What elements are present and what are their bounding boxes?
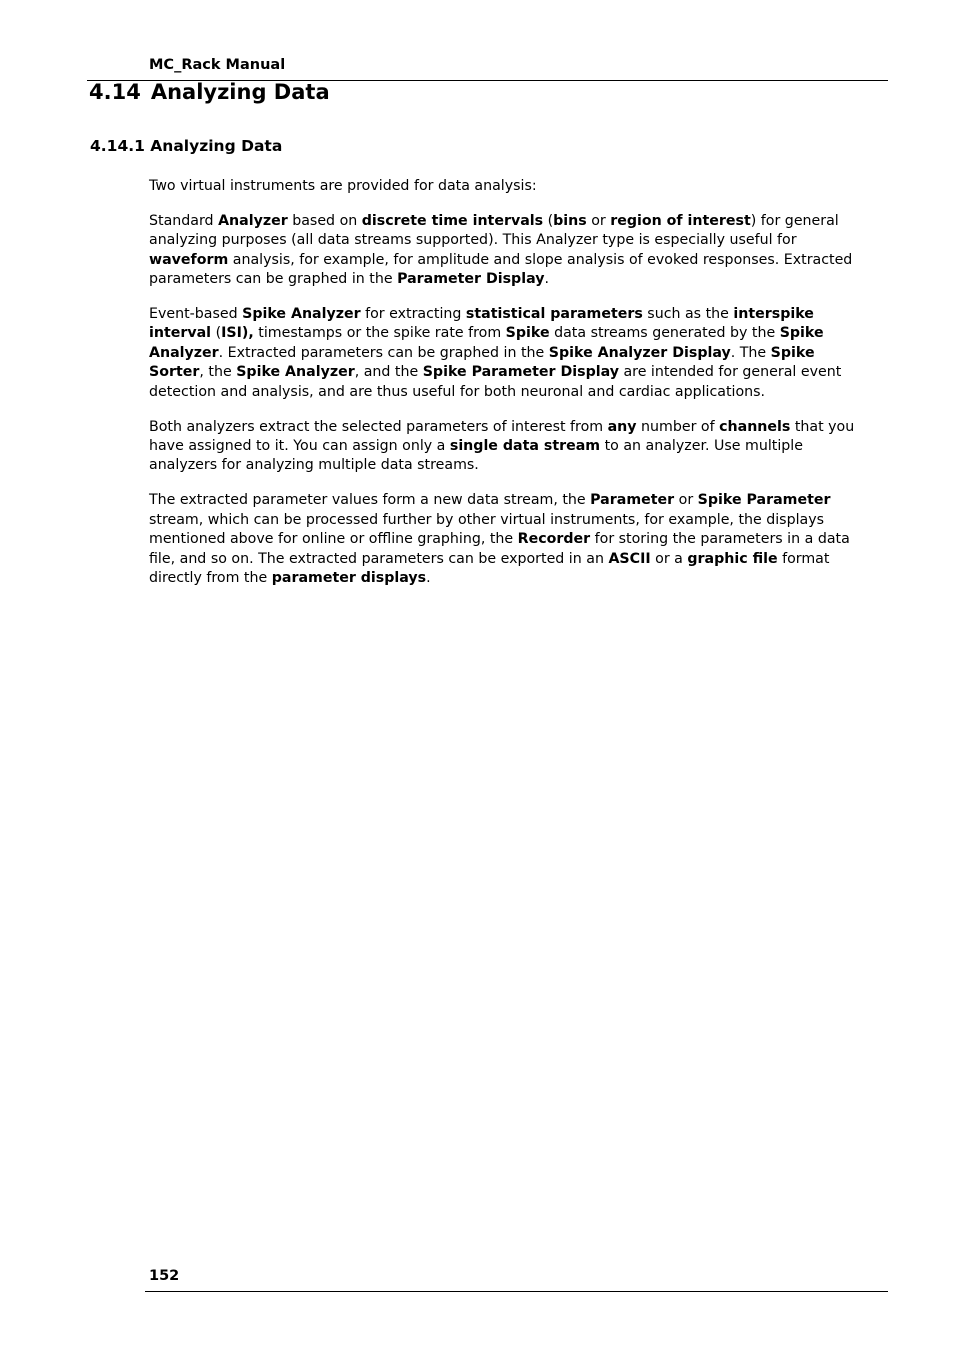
bold-term: waveform — [149, 251, 229, 268]
text-run: format directly from the — [149, 550, 830, 586]
bold-term: Spike Analyzer Display — [548, 344, 731, 361]
bold-term: discrete time intervals — [361, 212, 544, 229]
subsection-title: 4.14.1 Analyzing Data — [90, 137, 283, 155]
text-run: number of — [636, 418, 720, 435]
bold-term: Spike — [505, 325, 550, 342]
bold-term: statistical parameters — [465, 306, 643, 323]
text-run: . — [426, 569, 431, 586]
text-run: for storing the parameters in a data file, and so on. The extracted parameters can be exported in an — [149, 531, 850, 567]
text-run: ) for general analyzing purposes (all data streams supported). This Analyzer type is especially useful for — [149, 212, 839, 249]
bold-term: ISI), — [221, 325, 254, 342]
bold-term: Spike Sorter — [149, 344, 815, 381]
section-number: 4.14 — [89, 80, 141, 104]
text-run: timestamps or the spike rate from — [253, 325, 506, 342]
bold-term: ASCII — [608, 550, 651, 567]
bold-term: Spike Analyzer — [149, 325, 824, 361]
text-run: are intended for general event detection and analysis, and are thus useful for both neuronal and cardiac applications. — [149, 364, 842, 400]
bold-term: Analyzer — [218, 212, 288, 229]
body-text — [149, 177, 874, 604]
text-run: , and the — [354, 364, 423, 381]
bold-term: Spike Analyzer — [242, 306, 361, 323]
page-number: 152 — [149, 1268, 180, 1284]
running-header: MC_Rack Manual — [149, 57, 286, 73]
bold-term: any — [607, 418, 637, 435]
bold-term: region of interest — [610, 212, 751, 229]
text-run: stream, which can be processed further by other virtual instruments, for example, the displays mentioned above for online or offline graphing, the — [149, 511, 825, 548]
text-run: Both analyzers extract the selected parameters of interest from — [149, 418, 608, 435]
text-run: or — [674, 492, 698, 509]
text-run: or — [586, 212, 611, 229]
bold-term: bins — [553, 212, 587, 229]
bold-term: interspike interval — [149, 306, 814, 342]
paragraph-both-analyzers — [149, 418, 874, 476]
bold-term: parameter displays — [271, 569, 427, 586]
text-run: . Extracted parameters can be graphed in the — [218, 344, 549, 361]
paragraph-standard-analyzer — [149, 212, 874, 290]
text-run: . The — [730, 344, 771, 361]
bold-term: Recorder — [517, 531, 591, 548]
text-run: Event-based — [149, 306, 243, 323]
text-run: ( — [543, 212, 554, 229]
bold-term: Spike Analyzer — [236, 364, 355, 381]
text-run: that you have assigned to it. You can assign only a — [149, 418, 855, 454]
section-title — [89, 80, 330, 104]
paragraph-parameter-stream — [149, 491, 874, 588]
text-run: based on — [287, 212, 362, 229]
text-run: analysis, for example, for amplitude and slope analysis of evoked responses. Extracted parameters can be graphed in the — [149, 251, 853, 288]
text-run: data streams generated by the — [549, 325, 780, 342]
bold-term: channels — [719, 418, 791, 435]
paragraph-intro: Two virtual instruments are provided for data analysis: — [149, 178, 537, 194]
text-run: or a — [650, 550, 688, 567]
text-run: . — [544, 271, 549, 288]
text-run: to an analyzer. Use multiple analyzers for analyzing multiple data streams. — [149, 437, 803, 474]
paragraph-spike-analyzer — [149, 305, 874, 402]
bold-term: Spike Parameter — [697, 492, 831, 509]
text-run: such as the — [642, 306, 734, 323]
text-run: for extracting — [360, 306, 466, 323]
text-run: The extracted parameter values form a new data stream, the — [149, 492, 591, 509]
bold-term: graphic file — [687, 550, 778, 567]
text-run: ( — [211, 325, 222, 342]
bold-term: Parameter Display — [397, 271, 545, 288]
bold-term: Spike Parameter Display — [422, 364, 619, 381]
text-run: Standard — [149, 212, 219, 229]
section-heading: Analyzing Data — [150, 80, 330, 104]
bold-term: Parameter — [590, 492, 675, 509]
footer-rule — [145, 1291, 888, 1292]
bold-term: single data stream — [449, 437, 601, 454]
text-run: , the — [199, 364, 237, 381]
